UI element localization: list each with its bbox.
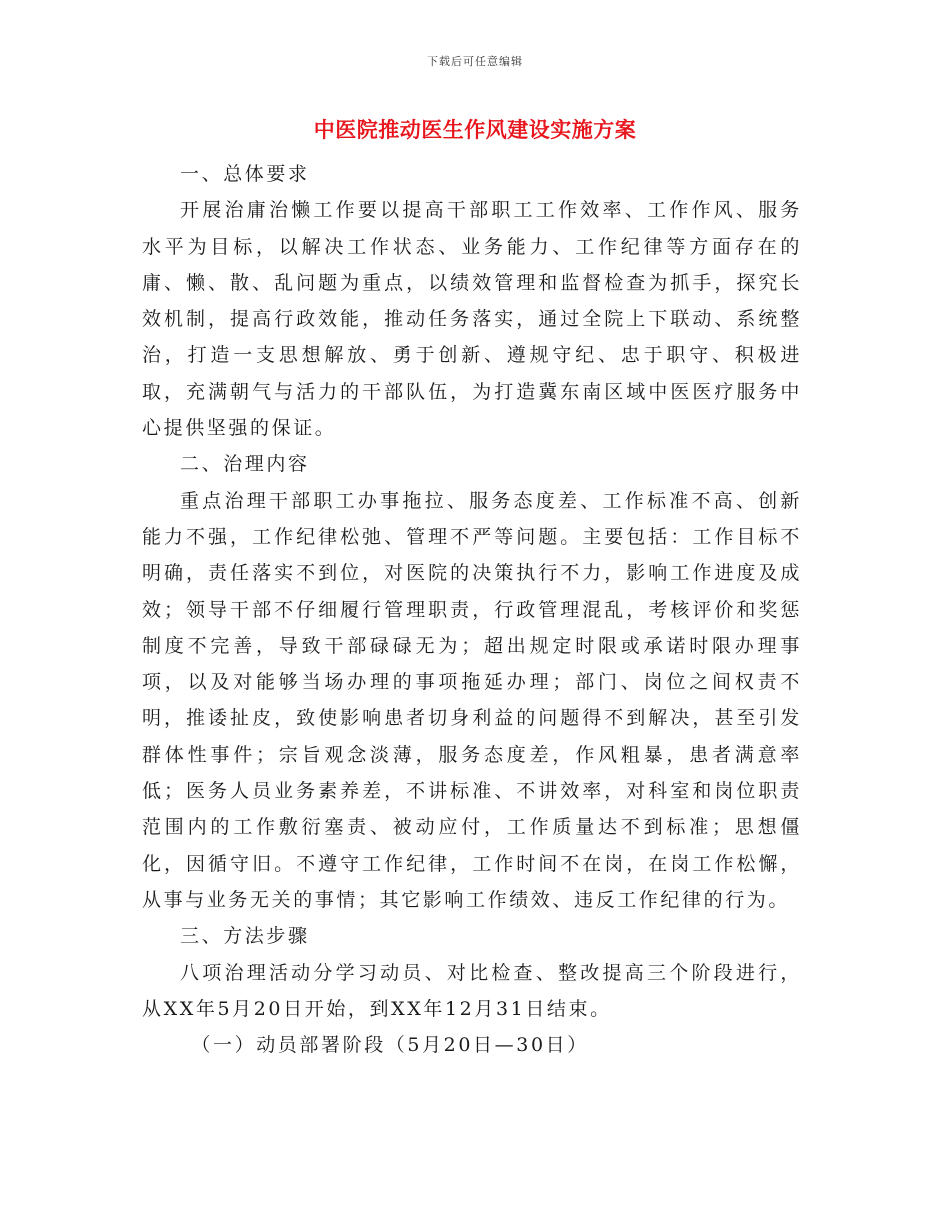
section-heading-1: 一、总体要求 xyxy=(180,163,310,185)
subsection-heading: （一）动员部署阶段（5月20日—30日） xyxy=(191,1034,589,1057)
header-note: 下载后可任意编辑 xyxy=(427,55,523,68)
section-paragraph-2: 重点治理干部职工办事拖拉、服务态度差、工作标准不高、创新能力不强，工作纪律松弛、管理不严等问题。主要包括：工作目标不明确，责任落实不到位，对医院的决策执行不力，影响工作进度及成效；领导干部不仔细履行管理职责，行政管理混乱，考核评价和奖惩制度不完善，导致干部碌碌无为；超出规定时限或承诺时限办理事项，以及对能够当场办理的事项拖延办理；部门、岗位之间权责不明，推诿扯皮，致使影响患者切身利益的问题得不到解决，甚至引发群体性事件；宗旨观念淡薄，服务态度差，作风粗暴，患者满意率低；医务人员业务素养差，不讲标准、不讲效率，对科室和岗位职责范围内的工作敷衍塞责、被动应付，工作质量达不到标准；思想僵化，因循守旧。不遵守工作纪律，工作时间不在岗，在岗工作松懈，从事与业务无关的事情；其它影响工作绩效、违反工作纪律的行为。 xyxy=(142,489,802,911)
section-heading-3: 三、方法步骤 xyxy=(180,925,310,948)
section-heading-2: 二、治理内容 xyxy=(180,453,310,476)
document-title: 中医院推动医生作风建设实施方案 xyxy=(313,117,637,142)
section-paragraph-3: 八项治理活动分学习动员、对比检查、整改提高三个阶段进行，从XX年5月20日开始，到XX年12月31日结束。 xyxy=(142,961,802,1020)
section-paragraph-1: 开展治庸治懒工作要以提高干部职工工作效率、工作作风、服务水平为目标，以解决工作状态、业务能力、工作纪律等方面存在的庸、懒、散、乱问题为重点，以绩效管理和监督检查为抓手，探究长效机制，提高行政效能，推动任务落实，通过全院上下联动、系统整治，打造一支思想解放、勇于创新、遵规守纪、忠于职守、积极进取，充满朝气与活力的干部队伍，为打造冀东南区域中医医疗服务中心提供坚强的保证。 xyxy=(142,199,802,440)
document-body xyxy=(142,156,802,1063)
